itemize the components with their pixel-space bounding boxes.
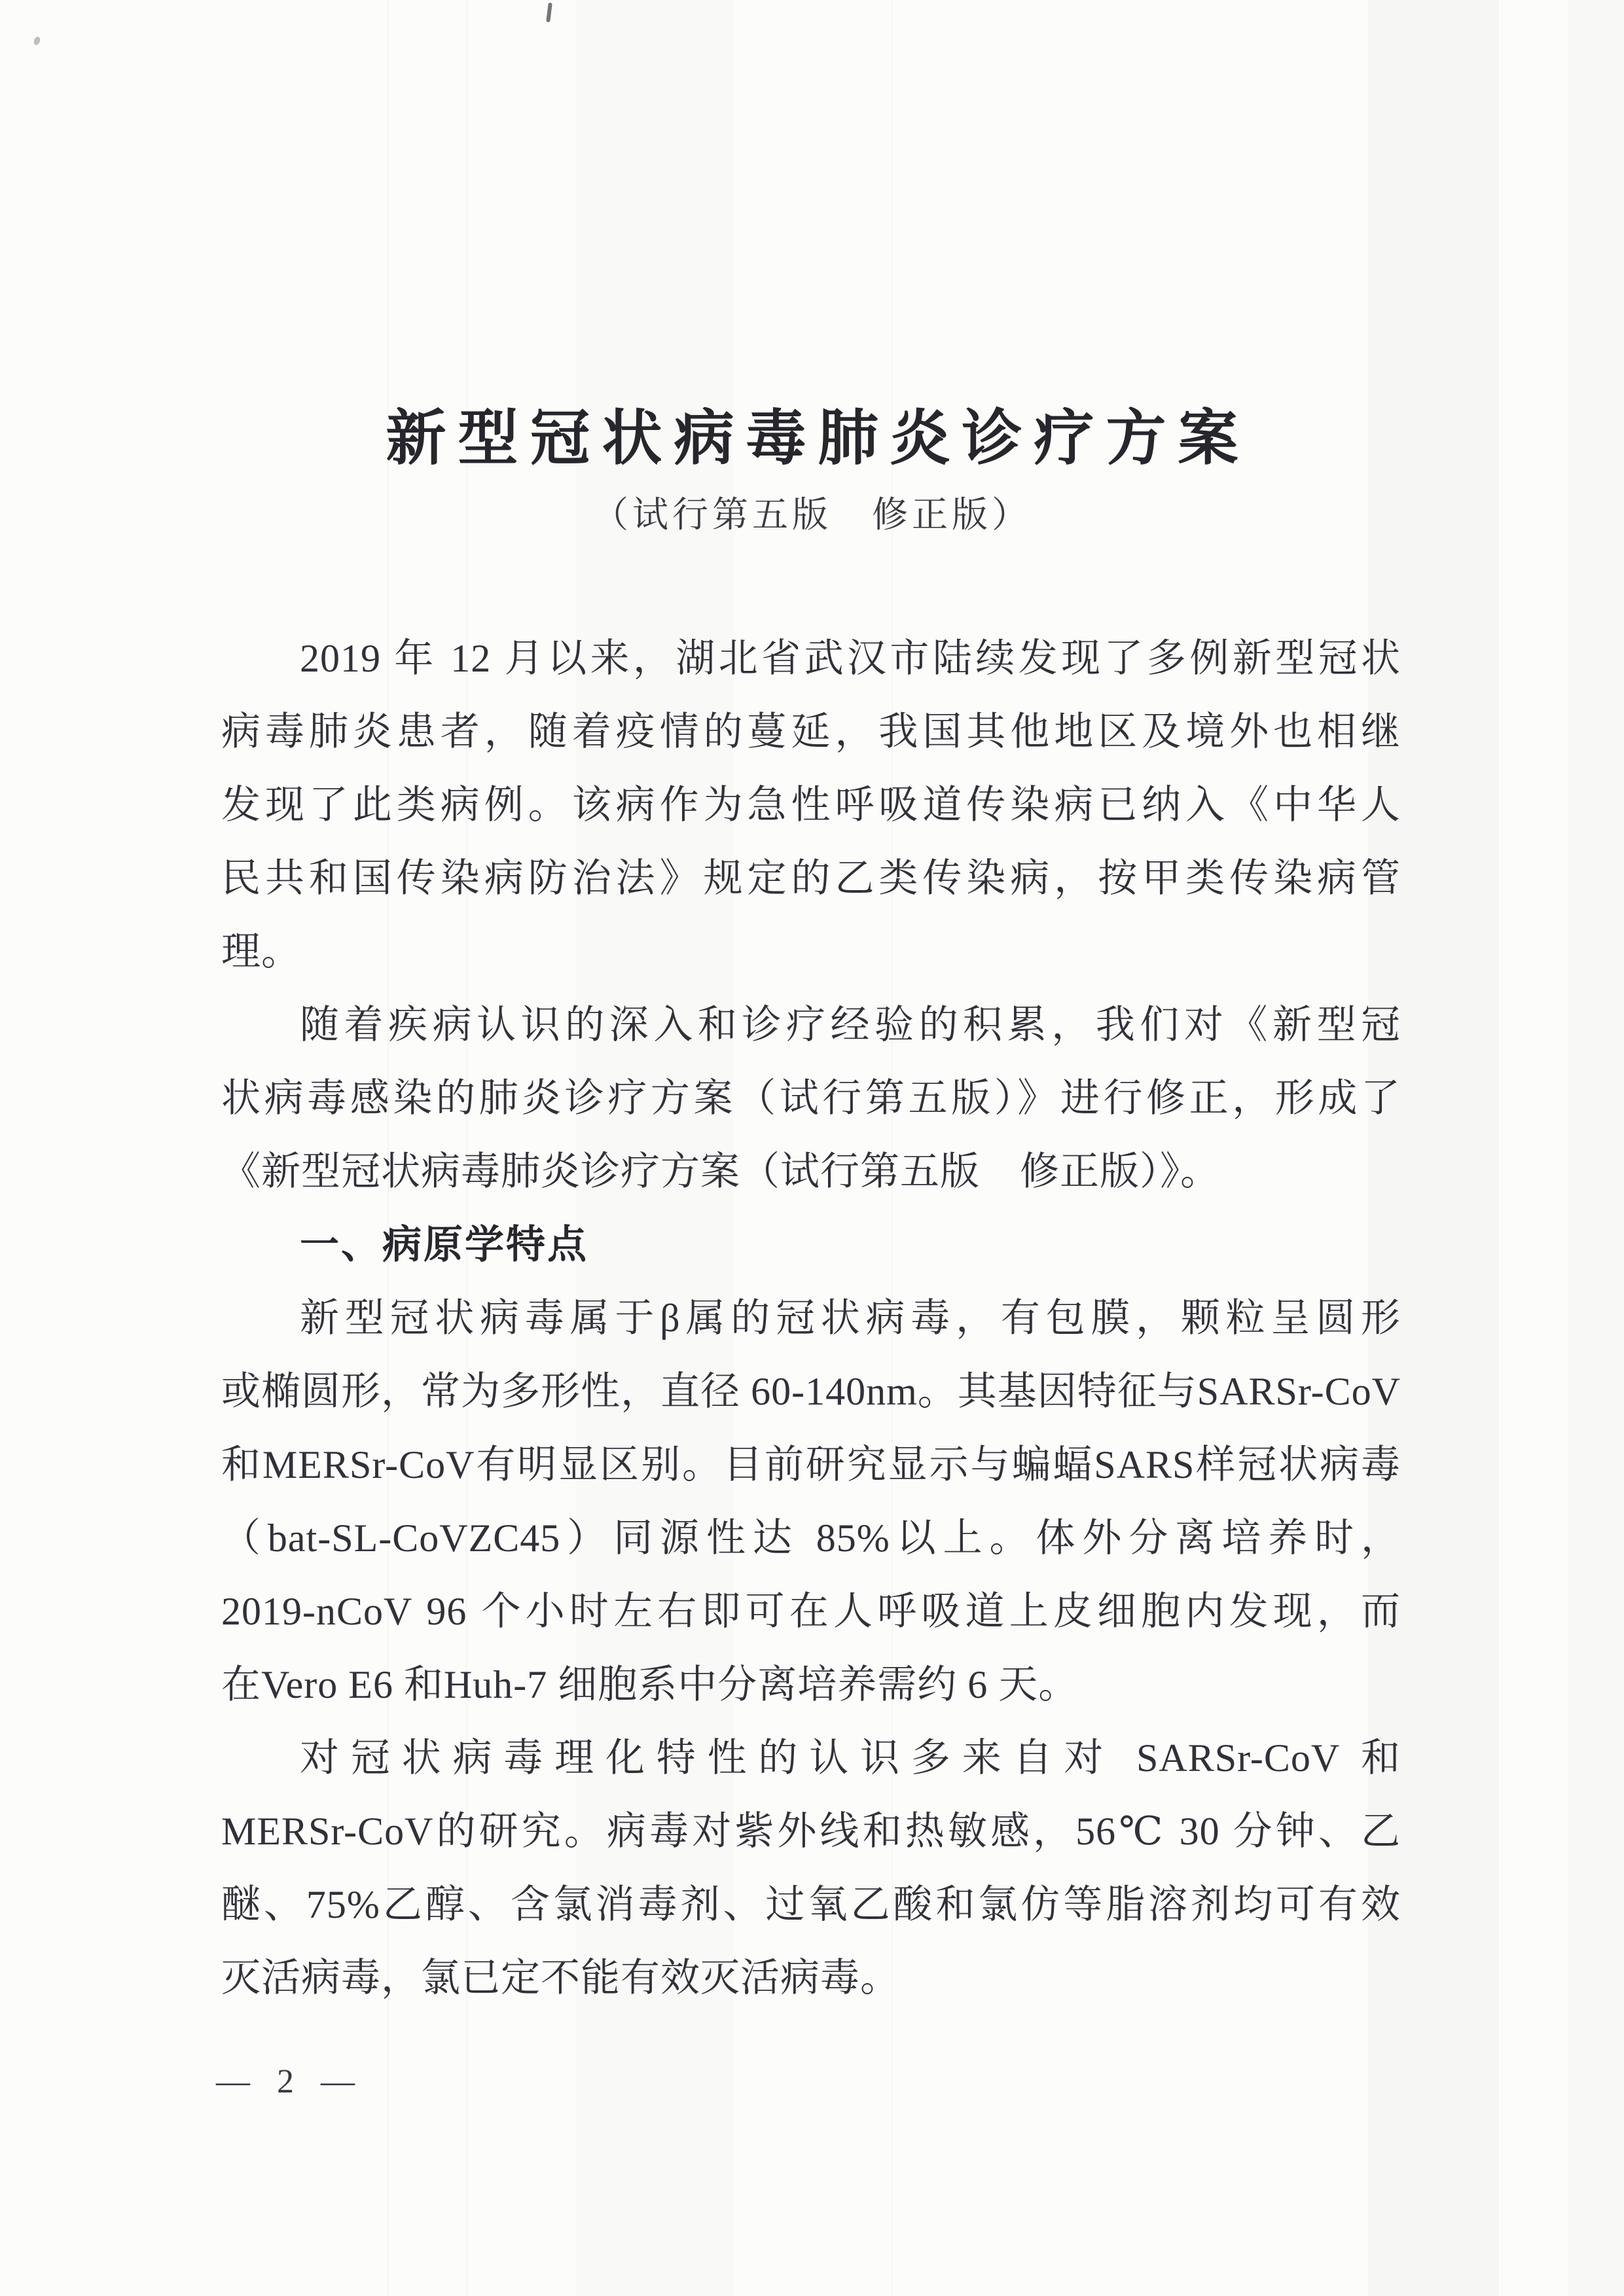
body-line: 对冠状病毒理化特性的认识多来自对 SARSr-CoV 和: [300, 1736, 1401, 1780]
scan-artifact-mark: [546, 3, 552, 23]
body-line: 随着疾病认识的深入和诊疗经验的积累，我们对《新型冠: [300, 1003, 1401, 1047]
section-heading: 一、病原学特点: [300, 1223, 588, 1266]
body-line: 状病毒感染的肺炎诊疗方案（试行第五版）》进行修正，形成了: [221, 1077, 1401, 1120]
body-line: 醚、75%乙醇、含氯消毒剂、过氧乙酸和氯仿等脂溶剂均可有效: [221, 1883, 1401, 1926]
body-line: 和MERSr-CoV有明显区别。目前研究显示与蝙蝠SARS样冠状病毒: [221, 1443, 1401, 1486]
body-line: 2019-nCoV 96 个小时左右即可在人呼吸道上皮细胞内发现，而: [221, 1590, 1401, 1633]
scan-shade-band: [1568, 0, 1624, 2296]
body-line: 理。: [221, 930, 301, 973]
document-body: [221, 622, 1401, 2015]
body-line: 病毒肺炎患者，随着疫情的蔓延，我国其他地区及境外也相继: [221, 710, 1401, 753]
body-line: 2019 年 12 月以来，湖北省武汉市陆续发现了多例新型冠状: [300, 637, 1401, 680]
body-line: 民共和国传染病防治法》规定的乙类传染病，按甲类传染病管: [221, 857, 1401, 900]
body-line: 在Vero E6 和Huh-7 细胞系中分离培养需约 6 天。: [221, 1663, 1079, 1706]
body-line: 或椭圆形，常为多形性，直径 60-140nm。其基因特征与SARSr-CoV: [221, 1370, 1401, 1413]
scan-artifact-dot: [33, 36, 41, 46]
body-line: 新型冠状病毒属于β属的冠状病毒，有包膜，颗粒呈圆形: [300, 1297, 1401, 1340]
document-title: 新型冠状病毒肺炎诊疗方案: [386, 405, 1250, 472]
document-subtitle: （试行第五版 修正版）: [592, 495, 1032, 535]
body-line: 《新型冠状病毒肺炎诊疗方案（试行第五版 修正版）》。: [221, 1150, 1220, 1193]
body-line: MERSr-CoV的研究。病毒对紫外线和热敏感，56℃ 30 分钟、乙: [221, 1810, 1401, 1853]
body-line: 灭活病毒，氯已定不能有效灭活病毒。: [221, 1956, 900, 2000]
page-number: — 2 —: [216, 2063, 364, 2100]
body-line: （bat-SL-CoVZC45）同源性达 85%以上。体外分离培养时，: [221, 1516, 1401, 1560]
body-line: 发现了此类病例。该病作为急性呼吸道传染病已纳入《中华人: [221, 783, 1401, 827]
